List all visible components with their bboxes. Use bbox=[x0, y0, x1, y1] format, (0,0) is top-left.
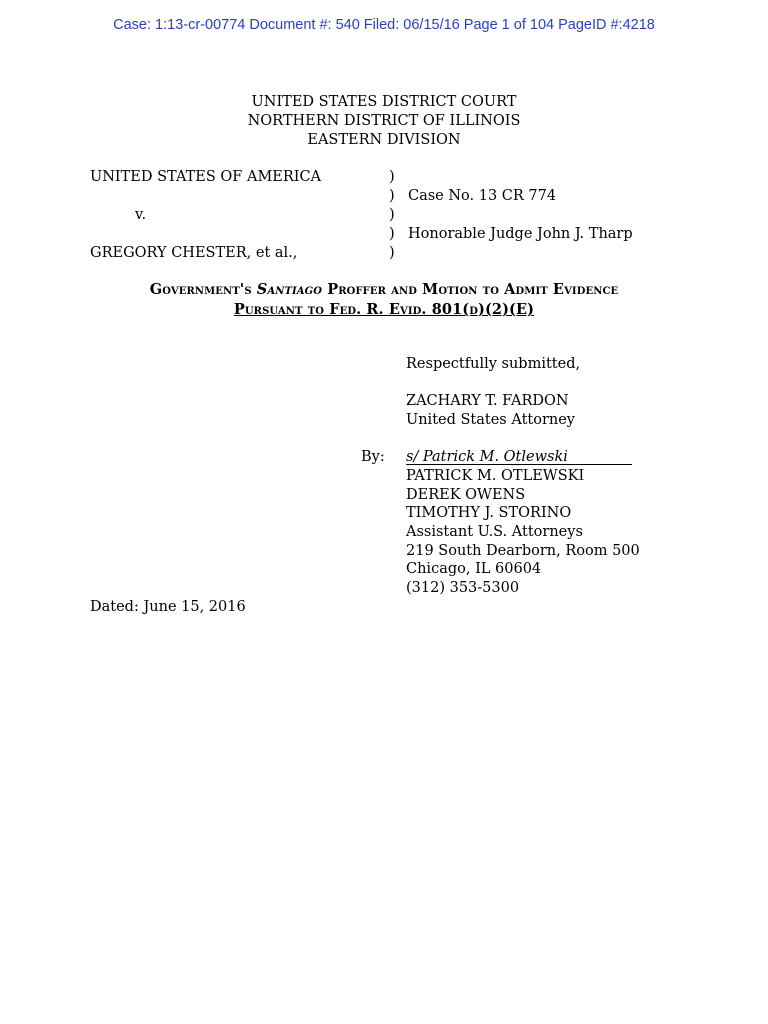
title-italic-word: Santiago bbox=[256, 281, 323, 298]
address-line2: Chicago, IL 60604 bbox=[406, 561, 542, 577]
by-label: By: bbox=[361, 449, 385, 465]
phone-number: (312) 353-5300 bbox=[406, 580, 520, 596]
signature-text: s/ Patrick M. Otlewski bbox=[406, 449, 568, 465]
defendant-name: GREGORY CHESTER, et al., bbox=[90, 245, 298, 261]
caption-paren: ) bbox=[389, 188, 395, 204]
versus-label: v. bbox=[135, 207, 147, 223]
court-district: NORTHERN DISTRICT OF ILLINOIS bbox=[247, 113, 521, 129]
us-attorney-title: United States Attorney bbox=[406, 412, 576, 428]
address-line1: 219 South Dearborn, Room 500 bbox=[406, 543, 640, 559]
caption-paren: ) bbox=[389, 226, 395, 242]
title-part: Government's bbox=[149, 281, 257, 298]
dated-line: Dated: June 15, 2016 bbox=[90, 599, 246, 615]
judge-name: Honorable Judge John J. Tharp bbox=[408, 226, 633, 242]
court-division: EASTERN DIVISION bbox=[307, 132, 461, 148]
caption-paren: ) bbox=[389, 245, 395, 261]
aus-attorney-name: PATRICK M. OTLEWSKI bbox=[406, 468, 585, 484]
signature-line bbox=[406, 464, 632, 465]
document-title-line2 bbox=[0, 301, 768, 318]
case-number: Case No. 13 CR 774 bbox=[408, 188, 557, 204]
attorney-role: Assistant U.S. Attorneys bbox=[406, 524, 583, 540]
closing-phrase: Respectfully submitted, bbox=[406, 356, 581, 372]
us-attorney-name: ZACHARY T. FARDON bbox=[406, 393, 569, 409]
case-header-stamp: Case: 1:13-cr-00774 Document #: 540 Filed: 06/15/16 Page 1 of 104 PageID #:4218 bbox=[113, 17, 655, 33]
caption-paren: ) bbox=[389, 207, 395, 223]
document-title-line1 bbox=[0, 281, 768, 298]
aus-attorney-name: TIMOTHY J. STORINO bbox=[406, 505, 572, 521]
caption-paren: ) bbox=[389, 169, 395, 185]
title-part: Proffer and Motion to Admit Evidence bbox=[322, 281, 619, 298]
plaintiff-name: UNITED STATES OF AMERICA bbox=[90, 169, 322, 185]
court-name: UNITED STATES DISTRICT COURT bbox=[251, 94, 517, 110]
title-rule-citation: Pursuant to Fed. R. Evid. 801(d)(2)(E) bbox=[233, 301, 535, 318]
aus-attorney-name: DEREK OWENS bbox=[406, 487, 526, 503]
